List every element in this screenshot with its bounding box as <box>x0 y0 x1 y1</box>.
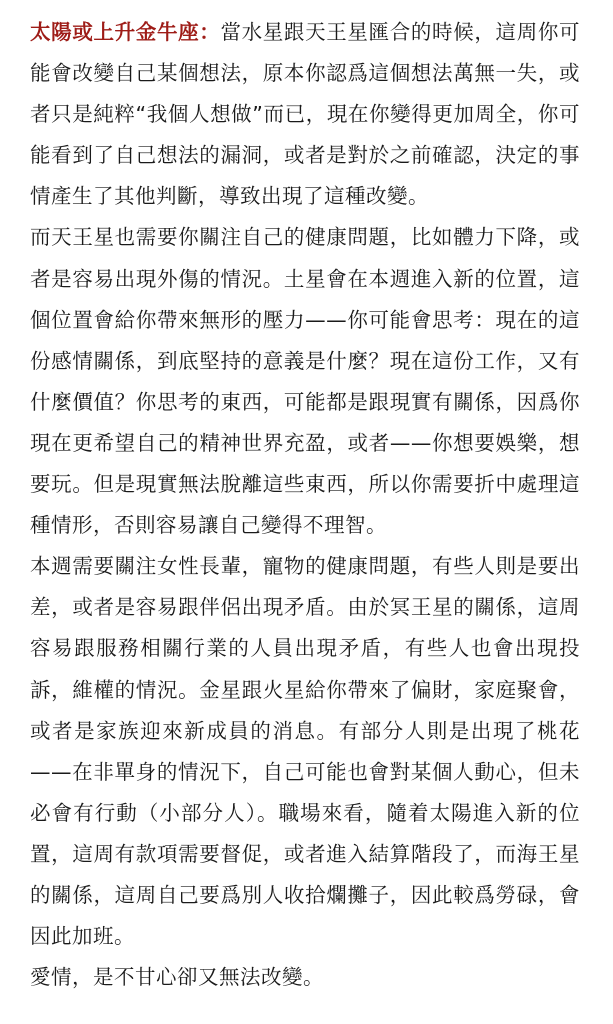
sign-heading: 太陽或上升金牛座： <box>30 20 221 44</box>
paragraph-1 <box>30 12 580 217</box>
paragraph-4: 愛情，是不甘心卻又無法改變。 <box>30 965 324 990</box>
paragraph-3: 本週需要關注女性長輩，寵物的健康問題，有些人則是要出差，或者是容易跟伴侶出現矛盾。由於冥王星的關係，這周容易跟服務相關行業的人員出現矛盾，有些人也會出現投訴，維權的情況。金星跟火星給你帶來了偏財，家庭聚會，或者是家族迎來新成員的消息。有部分人則是出現了桃花——在非單身的情況下，自己可能也會對某個人動心，但未必會有行動（小部分人）。職場來看，隨着太陽進入新的位置，這周有款項需要督促，或者進入結算階段了，而海王星的關係，這周自己要爲別人收拾爛攤子，因此較爲勞碌，會因此加班。 <box>30 554 580 949</box>
paragraph-1-text: 當水星跟天王星匯合的時候，這周你可能會改變自己某個想法，原本你認爲這個想法萬無一失，或者只是純粹“我個人想做”而已，現在你變得更加周全，你可能看到了自己想法的漏洞，或者是對於之前確認，決定的事情產生了其他判斷，導致出現了這種改變。 <box>30 20 581 209</box>
paragraph-2: 而天王星也需要你關注自己的健康問題，比如體力下降，或者是容易出現外傷的情況。土星會在本週進入新的位置，這個位置會給你帶來無形的壓力——你可能會思考：現在的這份感情關係，到底堅持的意義是什麼？現在這份工作，又有什麼價值？你思考的東西，可能都是跟現實有關係，因爲你現在更希望自己的精神世界充盈，或者——你想要娛樂，想要玩。但是現實無法脫離這些東西，所以你需要折中處理這種情形，否則容易讓自己變得不理智。 <box>30 225 580 538</box>
horoscope-article <box>30 12 580 998</box>
